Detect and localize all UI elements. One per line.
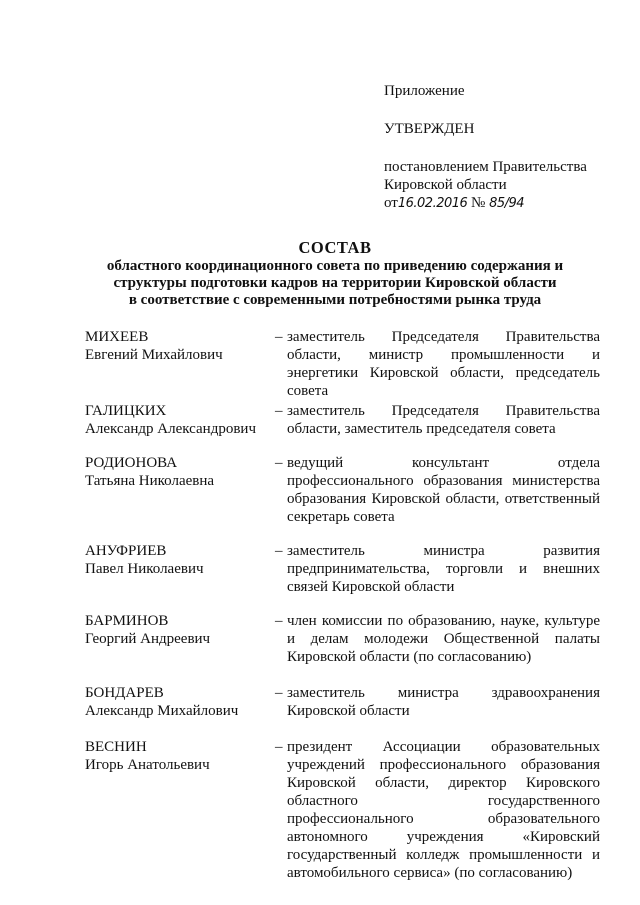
member-position-text: ведущий консультант отдела профессионального образования министерства образования Кировской области, ответственный секретарь совета: [287, 455, 600, 525]
member-name: [85, 454, 275, 490]
member-given-names: Евгений Михайлович: [85, 347, 223, 363]
member-name: [85, 612, 275, 648]
title-line-3: в соответствие с современными потребностями рынка труда: [128, 292, 542, 308]
member-position-text: член комиссии по образованию, науке, культуре и делам молодежи Общественной палаты Кировской области (по согласованию): [287, 613, 600, 665]
member-name: [85, 328, 275, 364]
member-given-names: Георгий Андреевич: [85, 631, 211, 647]
member-name: [85, 402, 275, 438]
member-position-text: заместитель министра развития предпринимательства, торговли и внешних связей Кировской области: [287, 543, 600, 595]
decree-line-2: Кировской области: [384, 177, 507, 193]
member-position-text: президент Ассоциации образовательных учреждений профессионального образования Кировской области, директор Кировского областного государственного профессионального образовательного автономного учреждения «Кировский государственный колледж промышленности и автомобильного сервиса» (по согласованию): [287, 739, 600, 881]
decree-from-prefix: от: [384, 195, 398, 211]
decree-date-line: [384, 194, 624, 213]
title-main: СОСТАВ: [298, 238, 372, 257]
dash-separator: –: [275, 613, 283, 629]
member-given-names: Игорь Анатольевич: [85, 757, 210, 773]
member-surname: БОНДАРЕВ: [85, 685, 164, 701]
member-name: [85, 684, 275, 720]
dash-separator: –: [275, 739, 283, 755]
member-surname: МИХЕЕВ: [85, 329, 149, 345]
member-given-names: Александр Александрович: [85, 421, 256, 437]
dash-separator: –: [275, 685, 283, 701]
member-name: [85, 738, 275, 774]
document-title: [60, 238, 610, 309]
approved-label: УТВЕРЖДЕН: [384, 121, 475, 137]
appendix-label: Приложение: [384, 83, 465, 99]
decree-number: 85/94: [489, 196, 525, 211]
member-surname: РОДИОНОВА: [85, 455, 178, 471]
decree-line-1: постановлением Правительства: [384, 159, 587, 175]
member-surname: ВЕСНИН: [85, 739, 147, 755]
approval-block: [384, 82, 624, 213]
member-given-names: Татьяна Николаевна: [85, 473, 215, 489]
member-surname: БАРМИНОВ: [85, 613, 169, 629]
member-position-text: заместитель Председателя Правительства области, заместитель председателя совета: [287, 403, 600, 437]
decree-number-prefix: №: [471, 195, 486, 211]
decree-date: 16.02.2016: [397, 196, 468, 211]
dash-separator: –: [275, 329, 283, 345]
dash-separator: –: [275, 403, 283, 419]
dash-separator: –: [275, 455, 283, 471]
title-line-1: областного координационного совета по приведению содержания и: [106, 258, 564, 274]
member-surname: АНУФРИЕВ: [85, 543, 167, 559]
member-name: [85, 542, 275, 578]
dash-separator: –: [275, 543, 283, 559]
member-surname: ГАЛИЦКИХ: [85, 403, 167, 419]
member-position-text: заместитель министра здравоохранения Кировской области: [287, 685, 600, 719]
title-line-2: структуры подготовки кадров на территории Кировской области: [113, 275, 557, 291]
member-given-names: Павел Николаевич: [85, 561, 204, 577]
member-position-text: заместитель Председателя Правительства области, министр промышленности и энергетики Кировской области, председатель совета: [287, 329, 600, 399]
member-given-names: Александр Михайлович: [85, 703, 239, 719]
